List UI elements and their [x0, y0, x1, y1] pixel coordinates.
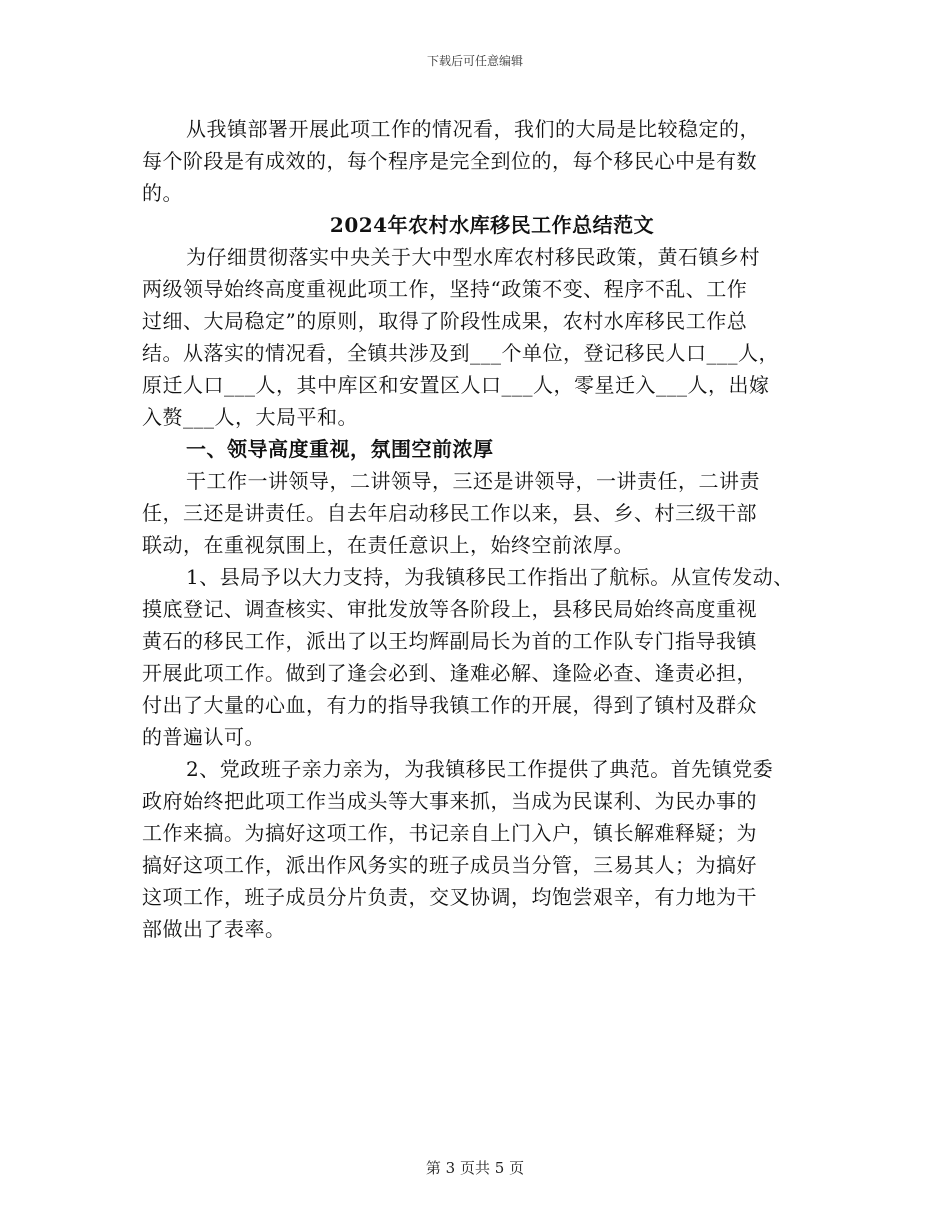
page-footer: 第 3 页共 5 页: [425, 1159, 525, 1177]
text-line: 的普遍认可。: [142, 725, 265, 749]
text-line: 为仔细贯彻落实中央关于大中型水库农村移民政策，黄石镇乡村: [186, 245, 760, 269]
text-line: 搞好这项工作，派出作风务实的班子成员当分管，三易其人；为搞好: [142, 853, 757, 877]
text-line: 部做出了表率。: [142, 917, 286, 941]
text-line: 联动，在重视氛围上，在责任意识上，始终空前浓厚。: [142, 533, 634, 557]
section-heading: 一、领导高度重视，氛围空前浓厚: [186, 437, 494, 461]
text-line: 任，三还是讲责任。自去年启动移民工作以来，县、乡、村三级干部: [142, 501, 757, 525]
text-line: 从我镇部署开展此项工作的情况看，我们的大局是比较稳定的，: [186, 117, 760, 141]
text-line: 付出了大量的心血，有力的指导我镇工作的开展，得到了镇村及群众: [142, 693, 757, 717]
document-title: 2024年农村水库移民工作总结范文: [329, 213, 655, 237]
paragraph-section1-p1: [142, 465, 822, 561]
page-header: 下载后可任意编辑: [426, 54, 523, 68]
text-line: 干工作一讲领导，二讲领导，三还是讲领导，一讲责任，二讲责: [186, 469, 760, 493]
text-line: 两级领导始终高度重视此项工作，坚持“政策不变、程序不乱、工作: [142, 277, 748, 301]
text-line: 摸底登记、调查核实、审批发放等各阶段上，县移民局始终高度重视: [142, 597, 757, 621]
text-line: 入赘___人，大局平和。: [142, 405, 358, 429]
text-line: 每个阶段是有成效的，每个程序是完全到位的，每个移民心中是有数: [142, 149, 757, 173]
text-line: 的。: [142, 181, 183, 205]
paragraph-section1-p3: [142, 753, 822, 945]
text-line: 政府始终把此项工作当成头等大事来抓，当成为民谋利、为民办事的: [142, 789, 757, 813]
text-line: 过细、大局稳定”的原则，取得了阶段性成果，农村水库移民工作总: [142, 309, 748, 333]
text-line: 结。从落实的情况看，全镇共涉及到___个单位，登记移民人口___人，: [142, 341, 779, 365]
paragraph-opening: [142, 113, 822, 209]
paragraph-section1-p2: [142, 561, 822, 753]
text-line: 1、县局予以大力支持，为我镇移民工作指出了航标。从宣传发动、: [186, 565, 794, 589]
text-line: 这项工作，班子成员分片负责，交叉协调，均饱尝艰辛，有力地为干: [142, 885, 757, 909]
text-line: 工作来搞。为搞好这项工作，书记亲自上门入户，镇长解难释疑；为: [142, 821, 757, 845]
text-line: 开展此项工作。做到了逢会必到、逢难必解、逢险必查、逢责必担，: [142, 661, 757, 685]
text-line: 原迁人口___人，其中库区和安置区人口___人，零星迁入___人，出嫁: [142, 373, 770, 397]
text-line: 2、党政班子亲力亲为，为我镇移民工作提供了典范。首先镇党委: [186, 757, 774, 781]
text-line: 黄石的移民工作，派出了以王均辉副局长为首的工作队专门指导我镇: [142, 629, 757, 653]
document-body: [142, 113, 822, 945]
paragraph-intro: [142, 241, 822, 433]
